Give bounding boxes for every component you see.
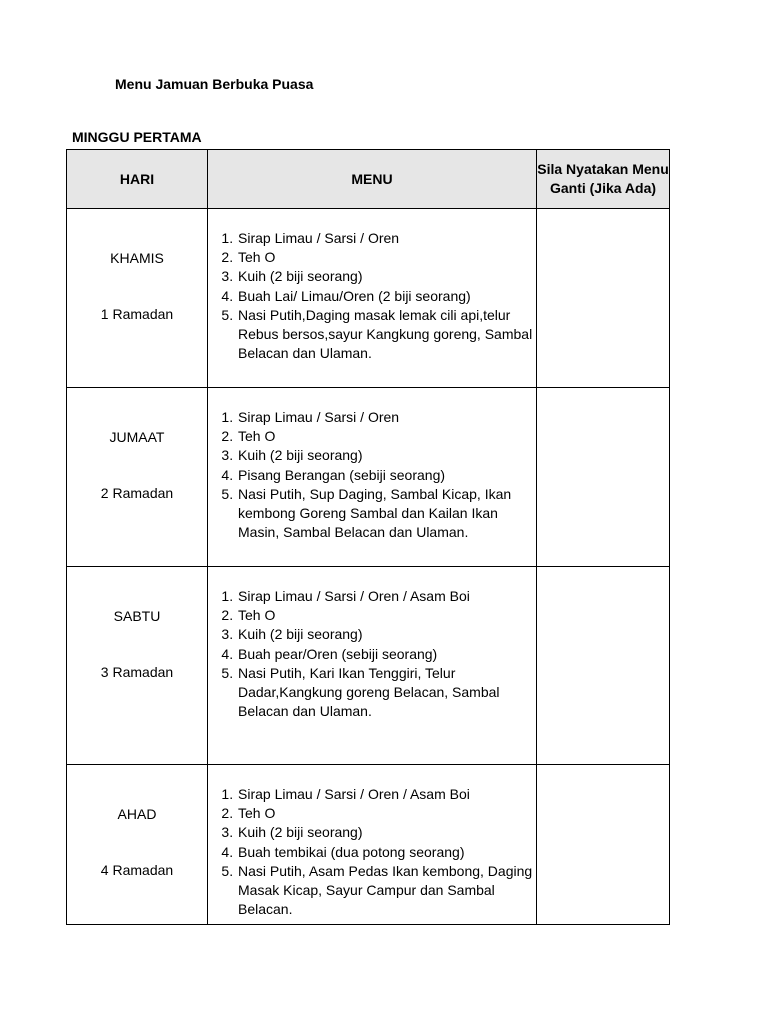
alternate-menu-cell[interactable] <box>537 388 670 567</box>
day-date: 4 Ramadan <box>100 862 174 878</box>
week-title: MINGGU PERTAMA <box>72 129 202 145</box>
header-alternate-menu: Sila Nyatakan Menu Ganti (Jika Ada) <box>537 150 670 209</box>
menu-item: 3. Kuih (2 biji seorang) <box>237 267 536 286</box>
menu-cell <box>208 209 537 388</box>
menu-cell <box>208 765 537 925</box>
menu-item: 2. Teh O <box>237 427 536 446</box>
day-date: 2 Ramadan <box>100 485 174 501</box>
day-cell <box>67 567 208 765</box>
day-cell <box>67 388 208 567</box>
table-row <box>67 567 670 765</box>
menu-item: 3. Kuih (2 biji seorang) <box>237 446 536 465</box>
menu-item: 3. Kuih (2 biji seorang) <box>237 823 536 842</box>
menu-item: 4. Buah Lai/ Limau/Oren (2 biji seorang) <box>237 287 536 306</box>
day-cell <box>67 765 208 925</box>
menu-item: 5. Nasi Putih, Asam Pedas Ikan kembong, Daging Masak Kicap, Sayur Campur dan Sambal Belacan. <box>237 862 536 920</box>
day-name: AHAD <box>117 806 157 822</box>
menu-item: 5. Nasi Putih,Daging masak lemak cili api,telur Rebus bersos,sayur Kangkung goreng, Sambal Belacan dan Ulaman. <box>237 306 536 364</box>
alternate-menu-cell[interactable] <box>537 765 670 925</box>
day-date: 3 Ramadan <box>100 664 174 680</box>
document-title: Menu Jamuan Berbuka Puasa <box>115 76 314 92</box>
day-name: SABTU <box>113 608 161 624</box>
table-row <box>67 209 670 388</box>
table-row <box>67 765 670 925</box>
menu-cell <box>208 567 537 765</box>
header-menu: MENU <box>208 150 537 209</box>
day-date: 1 Ramadan <box>100 306 174 322</box>
day-name: JUMAAT <box>109 429 165 445</box>
day-cell <box>67 209 208 388</box>
menu-item: 2. Teh O <box>237 248 536 267</box>
menu-item: 1. Sirap Limau / Sarsi / Oren <box>237 229 536 248</box>
menu-item: 2. Teh O <box>237 804 536 823</box>
alternate-menu-cell[interactable] <box>537 567 670 765</box>
menu-list <box>208 785 536 919</box>
menu-list <box>208 229 536 363</box>
menu-item: 5. Nasi Putih, Kari Ikan Tenggiri, Telur Dadar,Kangkung goreng Belacan, Sambal Belacan dan Ulaman. <box>237 664 536 722</box>
menu-item: 1. Sirap Limau / Sarsi / Oren <box>237 408 536 427</box>
menu-item: 1. Sirap Limau / Sarsi / Oren / Asam Boi <box>237 785 536 804</box>
menu-item: 1. Sirap Limau / Sarsi / Oren / Asam Boi <box>237 587 536 606</box>
menu-item: 4. Pisang Berangan (sebiji seorang) <box>237 466 536 485</box>
day-name: KHAMIS <box>110 250 164 266</box>
menu-item: 4. Buah pear/Oren (sebiji seorang) <box>237 645 536 664</box>
menu-table <box>66 149 670 925</box>
menu-item: 5. Nasi Putih, Sup Daging, Sambal Kicap, Ikan kembong Goreng Sambal dan Kailan Ikan Masin, Sambal Belacan dan Ulaman. <box>237 485 536 543</box>
header-hari: HARI <box>67 150 208 209</box>
menu-list <box>208 408 536 542</box>
menu-cell <box>208 388 537 567</box>
menu-item: 2. Teh O <box>237 606 536 625</box>
menu-item: 3. Kuih (2 biji seorang) <box>237 625 536 644</box>
menu-list <box>208 587 536 721</box>
table-header-row <box>67 150 670 209</box>
table-row <box>67 388 670 567</box>
alternate-menu-cell[interactable] <box>537 209 670 388</box>
menu-item: 4. Buah tembikai (dua potong seorang) <box>237 843 536 862</box>
